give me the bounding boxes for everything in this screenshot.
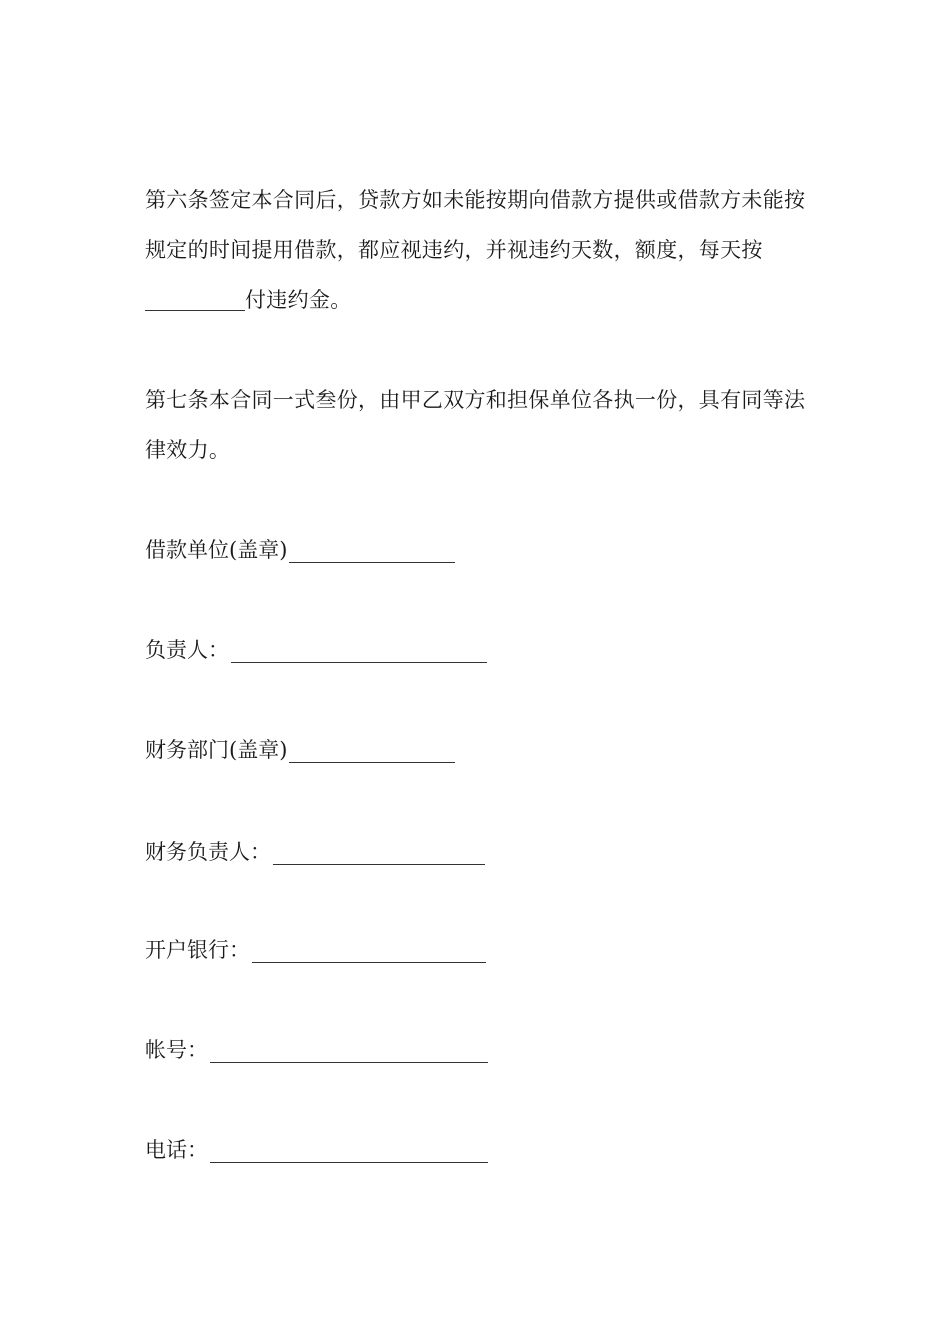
bank-label: 开户银行： <box>145 938 250 962</box>
finance-department-blank <box>289 761 455 763</box>
article-6-text: 第六条签定本合同后，贷款方如未能按期向借款方提供或借款方未能按规定的时间提用借款，都应视违约，并视违约天数，额度，每天按 <box>145 188 806 262</box>
finance-department-field <box>145 730 455 770</box>
finance-department-label: 财务部门(盖章) <box>145 738 288 762</box>
finance-person-in-charge-label: 财务负责人： <box>145 840 271 864</box>
borrower-unit-blank <box>289 561 455 563</box>
borrower-unit-field <box>145 530 455 570</box>
borrower-unit-label: 借款单位(盖章) <box>145 538 288 562</box>
person-in-charge-blank <box>231 661 487 663</box>
account-number-field <box>145 1030 488 1070</box>
article-6-paragraph <box>145 175 810 325</box>
article-7-text: 第七条本合同一式叁份，由甲乙双方和担保单位各执一份，具有同等法律效力。 <box>145 388 806 462</box>
article-7-paragraph <box>145 375 810 475</box>
finance-person-in-charge-field <box>145 832 485 872</box>
person-in-charge-label: 负责人： <box>145 638 229 662</box>
phone-blank <box>210 1161 488 1163</box>
phone-field <box>145 1130 488 1170</box>
account-number-blank <box>210 1061 488 1063</box>
account-number-label: 帐号： <box>145 1038 208 1062</box>
finance-person-in-charge-blank <box>273 863 485 865</box>
bank-blank <box>252 961 486 963</box>
person-in-charge-field <box>145 630 487 670</box>
penalty-rate-blank <box>145 309 245 311</box>
bank-field <box>145 930 486 970</box>
article-6-text-end: 付违约金。 <box>245 288 352 312</box>
phone-label: 电话： <box>145 1138 208 1162</box>
